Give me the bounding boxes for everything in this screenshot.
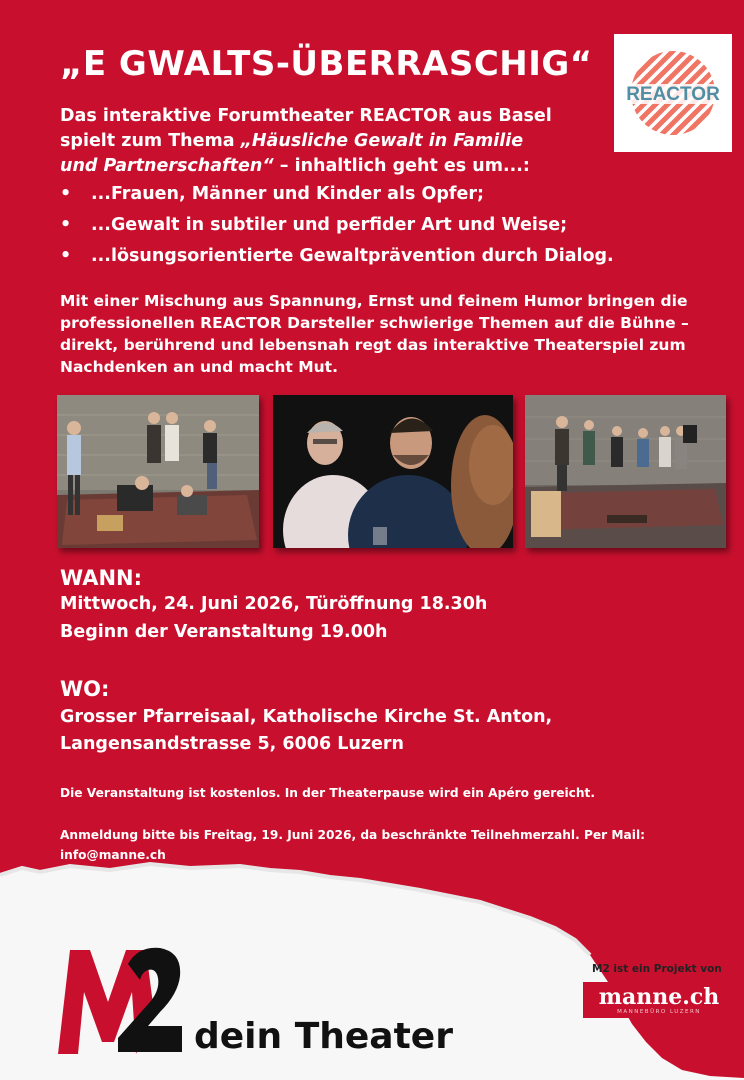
where-address: Langensandstrasse 5, 6006 Luzern xyxy=(60,734,404,754)
manne-logo xyxy=(583,982,735,1018)
where-heading: WO: xyxy=(60,677,110,701)
where-venue: Grosser Pfarreisaal, Katholische Kirche St. Anton, xyxy=(60,707,553,727)
manne-logo-subtitle: MANNEBÜRO LUZERN xyxy=(617,1009,701,1015)
intro-line-3b: – inhaltlich geht es um...: xyxy=(273,156,530,176)
project-of-label: M2 ist ein Projekt von xyxy=(592,963,722,975)
tagline: dein Theater xyxy=(194,1016,453,1057)
manne-logo-text: manne.ch xyxy=(598,984,720,1010)
intro-topic-1: „Häusliche Gewalt in Familie xyxy=(240,131,524,151)
when-date: Mittwoch, 24. Juni 2026, Türöffnung 18.30h xyxy=(60,594,488,614)
description-paragraph: Mit einer Mischung aus Spannung, Ernst und feinem Humor bringen die professionellen REACTOR Darsteller schwierige Themen auf die Bühne – direkt, berührend und lebensnah regt das interaktive Theaterspiel zum Nachdenken an und macht Mut. xyxy=(60,292,689,376)
intro-line-2a: spielt zum Thema xyxy=(60,131,241,151)
reactor-logo-text: REACTOR xyxy=(626,84,720,105)
m2-logo xyxy=(56,942,186,1066)
registration-note: Anmeldung bitte bis Freitag, 19. Juni 2026, da beschränkte Teilnehmerzahl. Per Mail: info@manne.ch xyxy=(60,828,646,862)
intro-line-1: Das interaktive Forumtheater REACTOR aus Basel xyxy=(60,106,552,126)
event-title: „E GWALTS-ÜBERRASCHIG“ xyxy=(60,44,593,84)
when-start: Beginn der Veranstaltung 19.00h xyxy=(60,622,388,642)
when-heading: WANN: xyxy=(60,566,143,590)
intro-topic-2: und Partnerschaften“ xyxy=(60,156,274,176)
bullet-item: • ...Gewalt in subtiler und perfider Art und Weise; xyxy=(60,210,614,241)
bullet-item: • ...Frauen, Männer und Kinder als Opfer; xyxy=(60,179,614,210)
bullet-item: • ...lösungsorientierte Gewaltprävention durch Dialog. xyxy=(60,241,614,272)
free-entry-note: Die Veranstaltung ist kostenlos. In der Theaterpause wird ein Apéro gereicht. xyxy=(60,786,596,800)
